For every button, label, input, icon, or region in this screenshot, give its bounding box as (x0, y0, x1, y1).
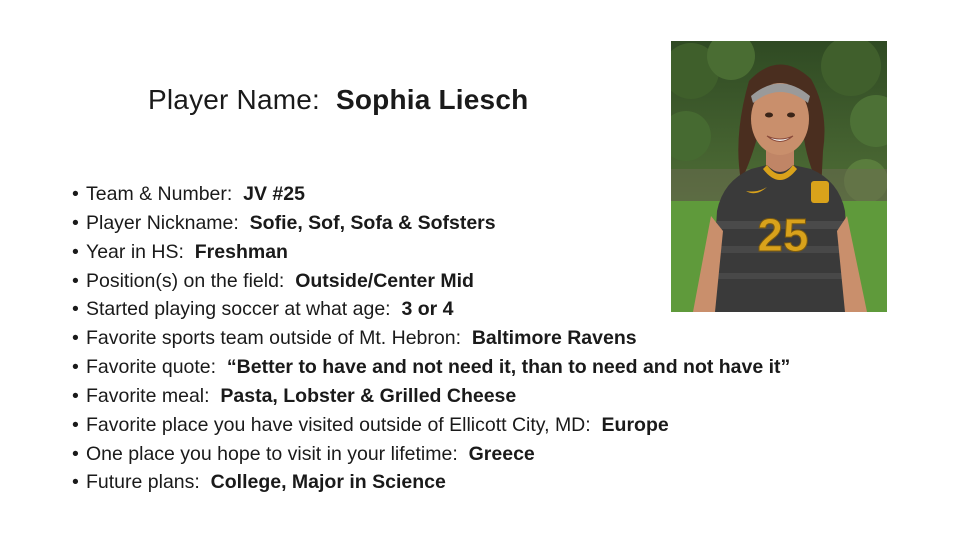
fact-value: College, Major in Science (210, 471, 446, 494)
fact-value: Europe (601, 413, 669, 436)
bullet-icon: • (72, 327, 79, 350)
fact-label: One place you hope to visit in your lifetime: (86, 442, 458, 465)
bullet-icon: • (72, 356, 79, 379)
fact-value: Outside/Center Mid (295, 269, 474, 292)
fact-value: Greece (468, 442, 535, 465)
fact-value: Pasta, Lobster & Grilled Cheese (220, 384, 517, 407)
fact-label: Favorite meal: (86, 384, 210, 407)
fact-value: Baltimore Ravens (471, 327, 637, 350)
fact-item (72, 324, 790, 353)
fact-item (72, 209, 790, 238)
bullet-icon: • (72, 442, 79, 465)
fact-label: Year in HS: (86, 240, 184, 263)
bullet-icon: • (72, 413, 79, 436)
fact-label: Team & Number: (86, 183, 233, 205)
fact-value: JV #25 (243, 183, 305, 205)
player-name-label: Player Name: (148, 84, 321, 115)
player-facts-list (72, 180, 790, 497)
player-name-heading (148, 84, 528, 116)
fact-item (72, 180, 790, 209)
fact-label: Favorite place you have visited outside of Ellicott City, MD: (86, 413, 591, 436)
fact-label: Position(s) on the field: (86, 269, 285, 292)
fact-item (72, 468, 790, 497)
fact-value: “Better to have and not need it, than to need and not have it” (226, 356, 791, 379)
fact-label: Player Nickname: (86, 211, 239, 234)
fact-item (72, 295, 790, 324)
fact-label: Future plans: (86, 471, 200, 494)
fact-item (72, 267, 790, 296)
fact-item (72, 382, 790, 411)
fact-label: Favorite sports team outside of Mt. Hebron: (86, 327, 461, 350)
fact-value: 3 or 4 (401, 298, 454, 321)
fact-label: Started playing soccer at what age: (86, 298, 391, 321)
fact-value: Sofie, Sof, Sofa & Sofsters (249, 211, 496, 234)
fact-item (72, 440, 790, 469)
bullet-icon: • (72, 384, 79, 407)
bullet-icon: • (72, 183, 79, 205)
fact-label: Favorite quote: (86, 356, 217, 379)
player-name-value: Sophia Liesch (335, 84, 529, 115)
bullet-icon: • (72, 471, 79, 494)
fact-item (72, 411, 790, 440)
bullet-icon: • (72, 269, 79, 292)
fact-value: Freshman (194, 240, 288, 263)
fact-item (72, 238, 790, 267)
bullet-icon: • (72, 211, 79, 234)
bullet-icon: • (72, 298, 79, 321)
fact-item (72, 353, 790, 382)
bullet-icon: • (72, 240, 79, 263)
jersey-number: 25 (757, 209, 809, 261)
